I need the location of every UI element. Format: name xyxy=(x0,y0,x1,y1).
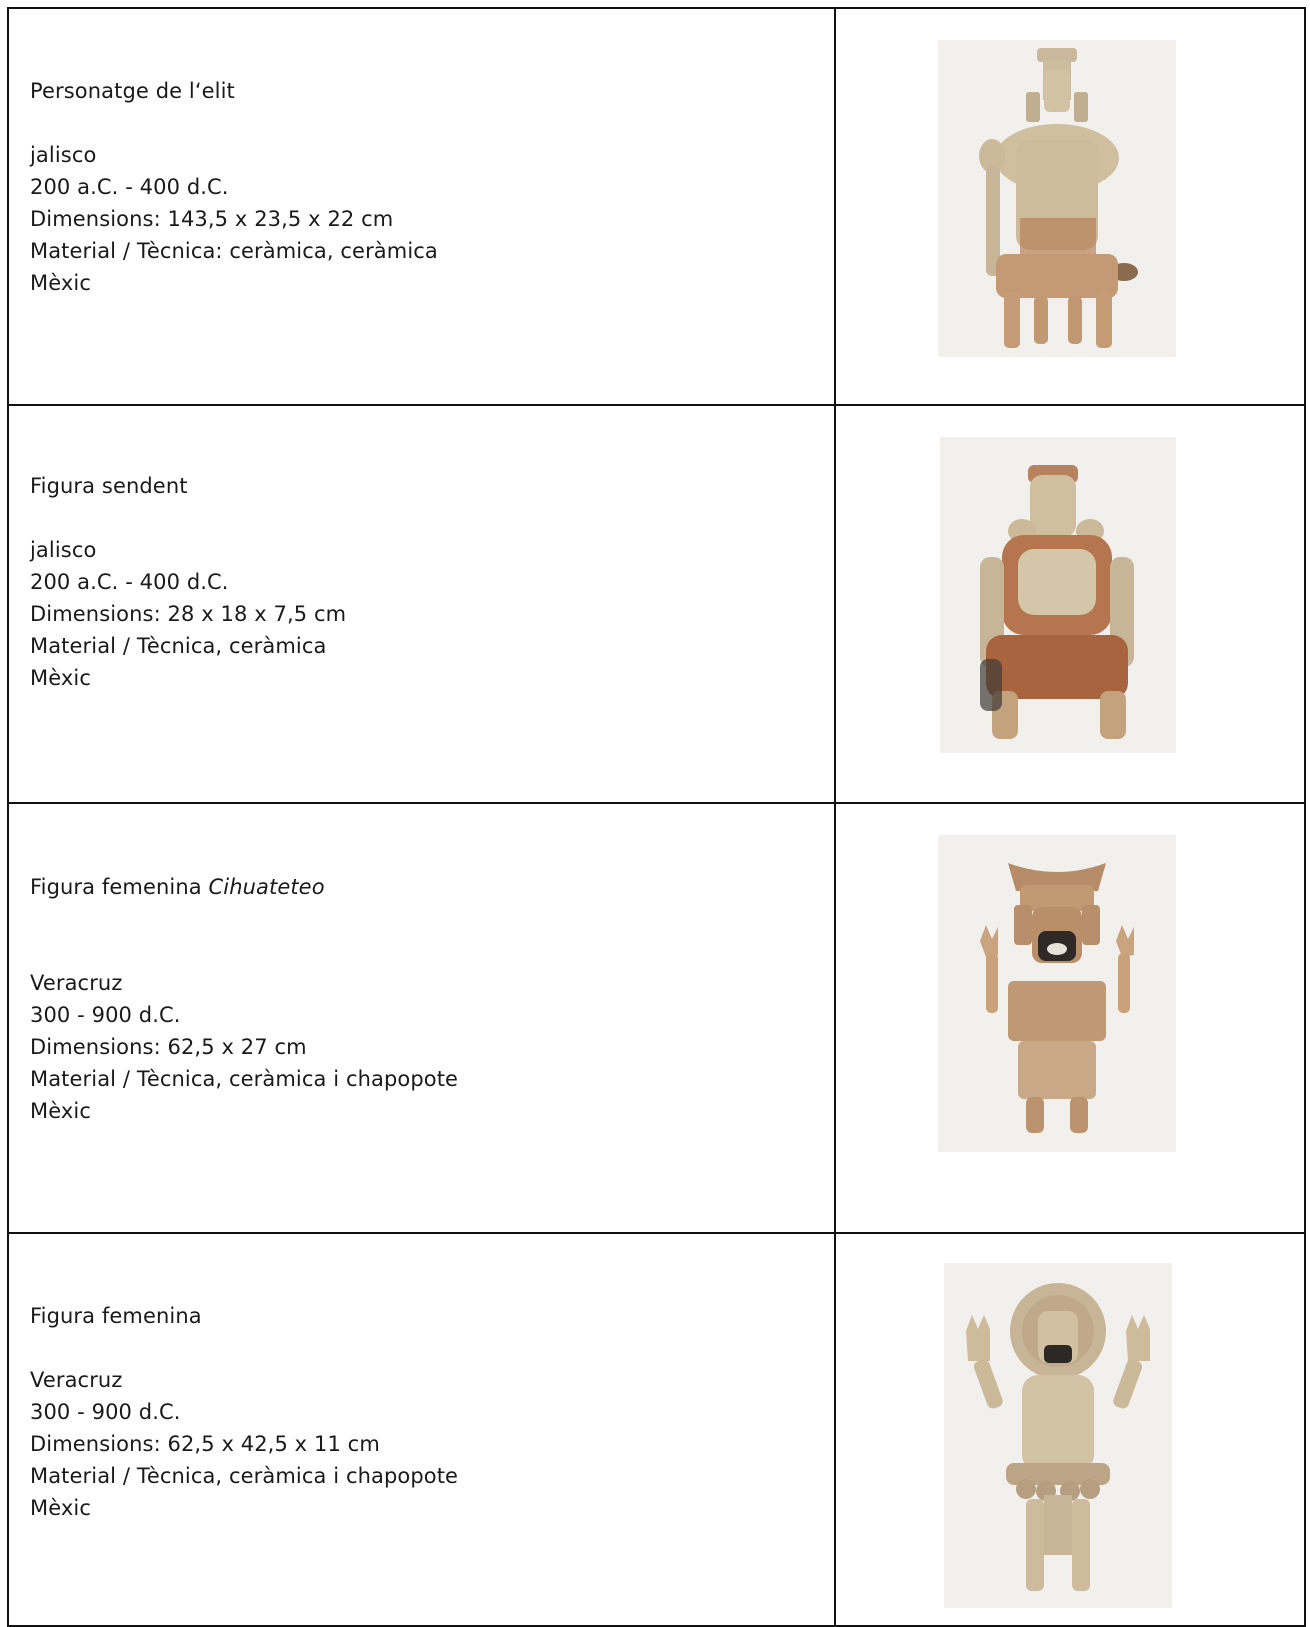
item-date: 200 a.C. - 400 d.C. xyxy=(30,175,229,199)
item-material: Material / Tècnica, ceràmica xyxy=(30,634,327,658)
item-dimensions: Dimensions: 62,5 x 42,5 x 11 cm xyxy=(30,1432,380,1456)
item-country: Mèxic xyxy=(30,271,91,295)
text-cell xyxy=(8,803,835,1233)
text-cell xyxy=(8,1233,835,1626)
image-cell xyxy=(835,8,1305,405)
item-dimensions: Dimensions: 143,5 x 23,5 x 22 cm xyxy=(30,207,394,231)
item-material: Material / Tècnica, ceràmica i chapopote xyxy=(30,1464,459,1488)
item-text xyxy=(30,470,346,694)
item-culture: Veracruz xyxy=(30,1368,123,1392)
item-title: Figura femenina xyxy=(30,1304,202,1328)
item-text xyxy=(30,1300,458,1524)
table-row xyxy=(8,803,1305,1233)
item-material: Material / Tècnica: ceràmica, ceràmica xyxy=(30,239,438,263)
item-title: Figura femenina Cihuateteo xyxy=(30,875,325,899)
item-date: 300 - 900 d.C. xyxy=(30,1003,181,1027)
table-row xyxy=(8,1233,1305,1626)
item-material: Material / Tècnica, ceràmica i chapopote xyxy=(30,1067,459,1091)
item-text xyxy=(30,75,438,299)
image-cell xyxy=(835,405,1305,803)
item-culture: Veracruz xyxy=(30,971,123,995)
item-date: 300 - 900 d.C. xyxy=(30,1400,181,1424)
item-text xyxy=(30,871,458,1127)
text-cell xyxy=(8,405,835,803)
item-title: Personatge de l‘elit xyxy=(30,79,235,103)
item-date: 200 a.C. - 400 d.C. xyxy=(30,570,229,594)
seated-elite-figure-photo xyxy=(938,40,1176,357)
item-country: Mèxic xyxy=(30,1496,91,1520)
item-dimensions: Dimensions: 28 x 18 x 7,5 cm xyxy=(30,602,347,626)
image-cell xyxy=(835,803,1305,1233)
standing-female-figure-photo xyxy=(944,1263,1172,1608)
image-cell xyxy=(835,1233,1305,1626)
catalog-table xyxy=(7,7,1306,1627)
table-row xyxy=(8,8,1305,405)
cihuateteo-figure-photo xyxy=(938,835,1176,1152)
item-title: Figura sendent xyxy=(30,474,188,498)
item-culture: jalisco xyxy=(30,538,97,562)
table-row xyxy=(8,405,1305,803)
item-country: Mèxic xyxy=(30,1099,91,1123)
item-country: Mèxic xyxy=(30,666,91,690)
seated-figure-photo xyxy=(940,437,1176,753)
item-culture: jalisco xyxy=(30,143,97,167)
item-dimensions: Dimensions: 62,5 x 27 cm xyxy=(30,1035,307,1059)
text-cell xyxy=(8,8,835,405)
